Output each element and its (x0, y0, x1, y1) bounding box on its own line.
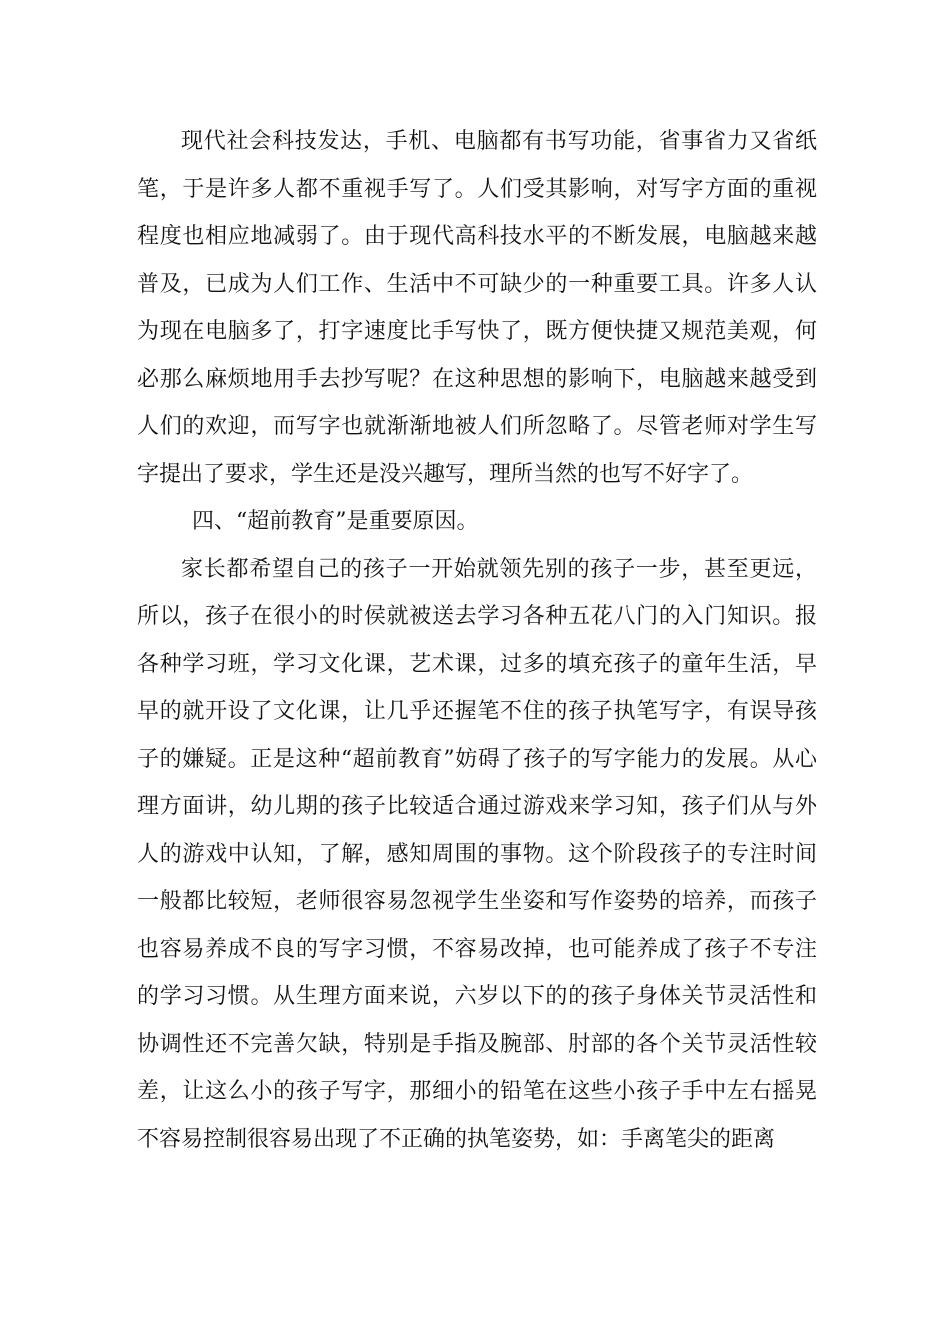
document-page (137, 118, 817, 1163)
section-heading: 四、“超前教育”是重要原因。 (192, 509, 479, 534)
body-paragraph: 现代社会科技发达，手机、电脑都有书写功能，省事省力又省纸笔，于是许多人都不重视手写了。人们受其影响，对写字方面的重视程度也相应地减弱了。由于现代高科技水平的不断发展，电脑越来越普及，已成为人们工作、生活中不可缺少的一种重要工具。许多人认为现在电脑多了，打字速度比手写快了，既方便快捷又规范美观，何必那么麻烦地用手去抄写呢？在这种思想的影响下，电脑越来越受到人们的欢迎，而写字也就渐渐地被人们所忽略了。尽管老师对学生写字提出了要求，学生还是没兴趣写，理所当然的也写不好字了。 (137, 129, 817, 487)
body-paragraph: 家长都希望自己的孩子一开始就领先别的孩子一步，甚至更远，所以，孩子在很小的时侯就被送去学习各种五花八门的入门知识。报各种学习班，学习文化课，艺术课，过多的填充孩子的童年生活，早早的就开设了文化课，让几乎还握笔不住的孩子执笔写字，有误导孩子的嫌疑。正是这种“超前教育”妨碍了孩子的写字能力的发展。从心理方面讲，幼儿期的孩子比较适合通过游戏来学习知，孩子们从与外人的游戏中认知，了解，感知周围的事物。这个阶段孩子的专注时间一般都比较短，老师很容易忽视学生坐姿和写作姿势的培养，而孩子也容易养成不良的写字习惯，不容易改掉，也可能养成了孩子不专注的学习习惯。从生理方面来说，六岁以下的的孩子身体关节灵活性和协调性还不完善欠缺，特别是手指及腕部、肘部的各个关节灵活性较差，让这么小的孩子写字，那细小的铅笔在这些小孩子手中左右摇晃不容易控制很容易出现了不正确的执笔姿势，如：手离笔尖的距离 (137, 556, 817, 1152)
